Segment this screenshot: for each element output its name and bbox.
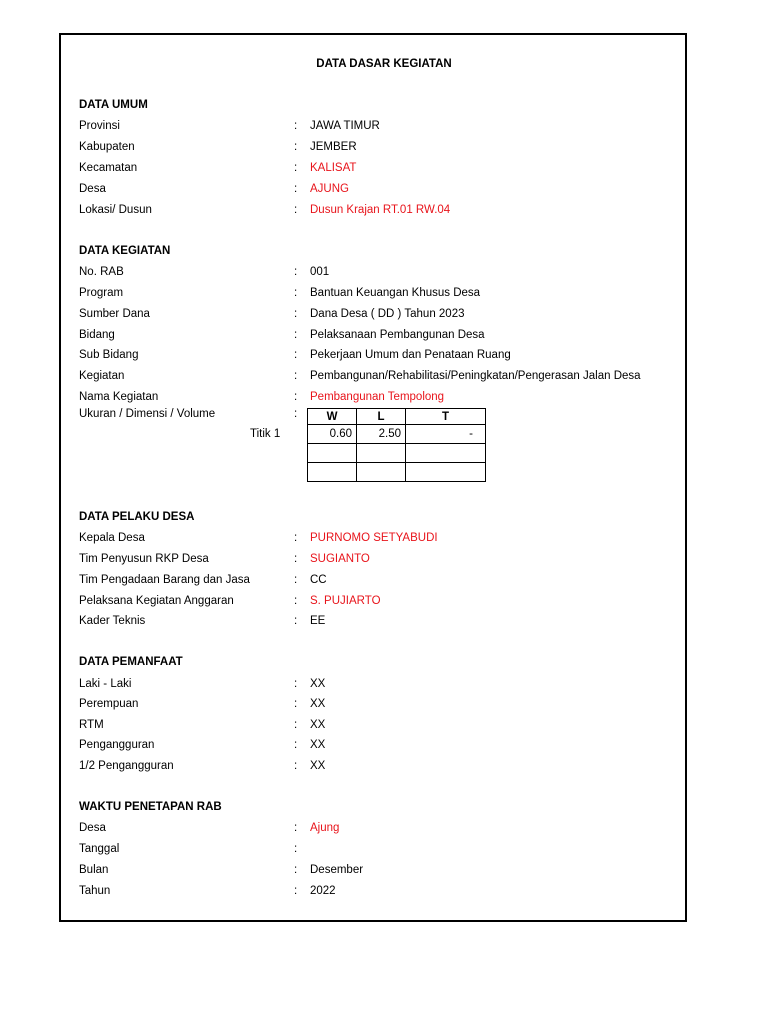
value-tim-pengadaan: CC bbox=[310, 574, 327, 586]
colon: : bbox=[294, 266, 298, 278]
label-sub-bidang: Sub Bidang bbox=[79, 349, 139, 361]
colon: : bbox=[294, 349, 298, 361]
label-kecamatan: Kecamatan bbox=[79, 162, 138, 174]
document-title: DATA DASAR KEGIATAN bbox=[316, 58, 452, 70]
value-nama-kegiatan: Pembangunan Tempolong bbox=[310, 391, 445, 403]
value-kepala-desa: PURNOMO SETYABUDI bbox=[310, 532, 438, 544]
value-pengangguran: XX bbox=[310, 739, 326, 751]
label-ukuran-dimensi-volume: Ukuran / Dimensi / Volume bbox=[79, 408, 216, 420]
value-lokasi-dusun: Dusun Krajan RT.01 RW.04 bbox=[310, 204, 451, 216]
cell-t: - bbox=[406, 425, 486, 444]
value-kegiatan: Pembangunan/Rehabilitasi/Peningkatan/Pengerasan Jalan Desa bbox=[310, 370, 641, 382]
value-provinsi: JAWA TIMUR bbox=[310, 120, 380, 132]
colon: : bbox=[294, 843, 298, 855]
value-setengah-pengangguran: XX bbox=[310, 760, 326, 772]
colon: : bbox=[294, 141, 298, 153]
label-no-rab: No. RAB bbox=[79, 266, 124, 278]
value-desa: AJUNG bbox=[310, 183, 349, 195]
label-provinsi: Provinsi bbox=[79, 120, 120, 132]
colon: : bbox=[294, 183, 298, 195]
section-data-pemanfaat-heading: DATA PEMANFAAT bbox=[79, 656, 183, 668]
value-bulan: Desember bbox=[310, 864, 364, 876]
label-bidang: Bidang bbox=[79, 329, 115, 341]
colon: : bbox=[294, 864, 298, 876]
colon: : bbox=[294, 595, 298, 607]
label-waktu-desa: Desa bbox=[79, 822, 106, 834]
colon: : bbox=[294, 308, 298, 320]
label-program: Program bbox=[79, 287, 124, 299]
value-program: Bantuan Keuangan Khusus Desa bbox=[310, 287, 481, 299]
section-waktu-penetapan-heading: WAKTU PENETAPAN RAB bbox=[79, 801, 222, 813]
header-l: L bbox=[357, 409, 406, 425]
colon: : bbox=[294, 822, 298, 834]
label-tanggal: Tanggal bbox=[79, 843, 120, 855]
label-sumber-dana: Sumber Dana bbox=[79, 308, 150, 320]
value-no-rab: 001 bbox=[310, 266, 330, 278]
value-kader-teknis: EE bbox=[310, 615, 326, 627]
label-kepala-desa: Kepala Desa bbox=[79, 532, 145, 544]
cell-w: 0.60 bbox=[308, 425, 357, 444]
colon: : bbox=[294, 162, 298, 174]
table-row bbox=[308, 425, 486, 444]
label-desa: Desa bbox=[79, 183, 106, 195]
label-nama-kegiatan: Nama Kegiatan bbox=[79, 391, 159, 403]
section-data-kegiatan-heading: DATA KEGIATAN bbox=[79, 245, 171, 257]
section-data-umum-heading: DATA UMUM bbox=[79, 99, 148, 111]
cell-w bbox=[308, 463, 357, 482]
colon: : bbox=[294, 370, 298, 382]
label-rtm: RTM bbox=[79, 719, 104, 731]
value-waktu-desa: Ajung bbox=[310, 822, 340, 834]
colon: : bbox=[294, 532, 298, 544]
header-w: W bbox=[308, 409, 357, 425]
label-perempuan: Perempuan bbox=[79, 698, 139, 710]
colon: : bbox=[294, 329, 298, 341]
cell-l bbox=[357, 463, 406, 482]
colon: : bbox=[294, 885, 298, 897]
label-kegiatan: Kegiatan bbox=[79, 370, 125, 382]
colon: : bbox=[294, 574, 298, 586]
label-bulan: Bulan bbox=[79, 864, 109, 876]
label-tim-pengadaan: Tim Pengadaan Barang dan Jasa bbox=[79, 574, 250, 586]
dimension-table bbox=[307, 408, 486, 482]
section-data-pelaku-heading: DATA PELAKU DESA bbox=[79, 511, 195, 523]
label-tahun: Tahun bbox=[79, 885, 111, 897]
label-laki-laki: Laki - Laki bbox=[79, 678, 132, 690]
label-tim-penyusun-rkp: Tim Penyusun RKP Desa bbox=[79, 553, 209, 565]
colon: : bbox=[294, 678, 298, 690]
cell-w bbox=[308, 444, 357, 463]
colon: : bbox=[294, 739, 298, 751]
value-pelaksana-kegiatan: S. PUJIARTO bbox=[310, 595, 381, 607]
value-sumber-dana: Dana Desa ( DD ) Tahun 2023 bbox=[310, 308, 465, 320]
label-kabupaten: Kabupaten bbox=[79, 141, 135, 153]
value-laki-laki: XX bbox=[310, 678, 326, 690]
header-t: T bbox=[406, 409, 486, 425]
label-setengah-pengangguran: 1/2 Pengangguran bbox=[79, 760, 174, 772]
colon: : bbox=[294, 553, 298, 565]
colon: : bbox=[294, 719, 298, 731]
colon: : bbox=[294, 204, 298, 216]
label-pengangguran: Pengangguran bbox=[79, 739, 155, 751]
value-kabupaten: JEMBER bbox=[310, 141, 357, 153]
colon: : bbox=[294, 120, 298, 132]
value-perempuan: XX bbox=[310, 698, 326, 710]
value-tahun: 2022 bbox=[310, 885, 336, 897]
value-sub-bidang: Pekerjaan Umum dan Penataan Ruang bbox=[310, 349, 511, 361]
cell-t bbox=[406, 444, 486, 463]
colon: : bbox=[294, 391, 298, 403]
colon: : bbox=[294, 408, 298, 420]
value-kecamatan: KALISAT bbox=[310, 162, 357, 174]
colon: : bbox=[294, 287, 298, 299]
value-tim-penyusun-rkp: SUGIANTO bbox=[310, 553, 370, 565]
table-header-row bbox=[308, 409, 486, 425]
label-pelaksana-kegiatan: Pelaksana Kegiatan Anggaran bbox=[79, 595, 234, 607]
table-row bbox=[308, 444, 486, 463]
label-kader-teknis: Kader Teknis bbox=[79, 615, 146, 627]
table-row bbox=[308, 463, 486, 482]
colon: : bbox=[294, 615, 298, 627]
colon: : bbox=[294, 698, 298, 710]
colon: : bbox=[294, 760, 298, 772]
label-lokasi-dusun: Lokasi/ Dusun bbox=[79, 204, 152, 216]
cell-t bbox=[406, 463, 486, 482]
cell-l: 2.50 bbox=[357, 425, 406, 444]
value-bidang: Pelaksanaan Pembangunan Desa bbox=[310, 329, 485, 341]
cell-l bbox=[357, 444, 406, 463]
value-rtm: XX bbox=[310, 719, 326, 731]
label-titik-1: Titik 1 bbox=[250, 428, 281, 440]
